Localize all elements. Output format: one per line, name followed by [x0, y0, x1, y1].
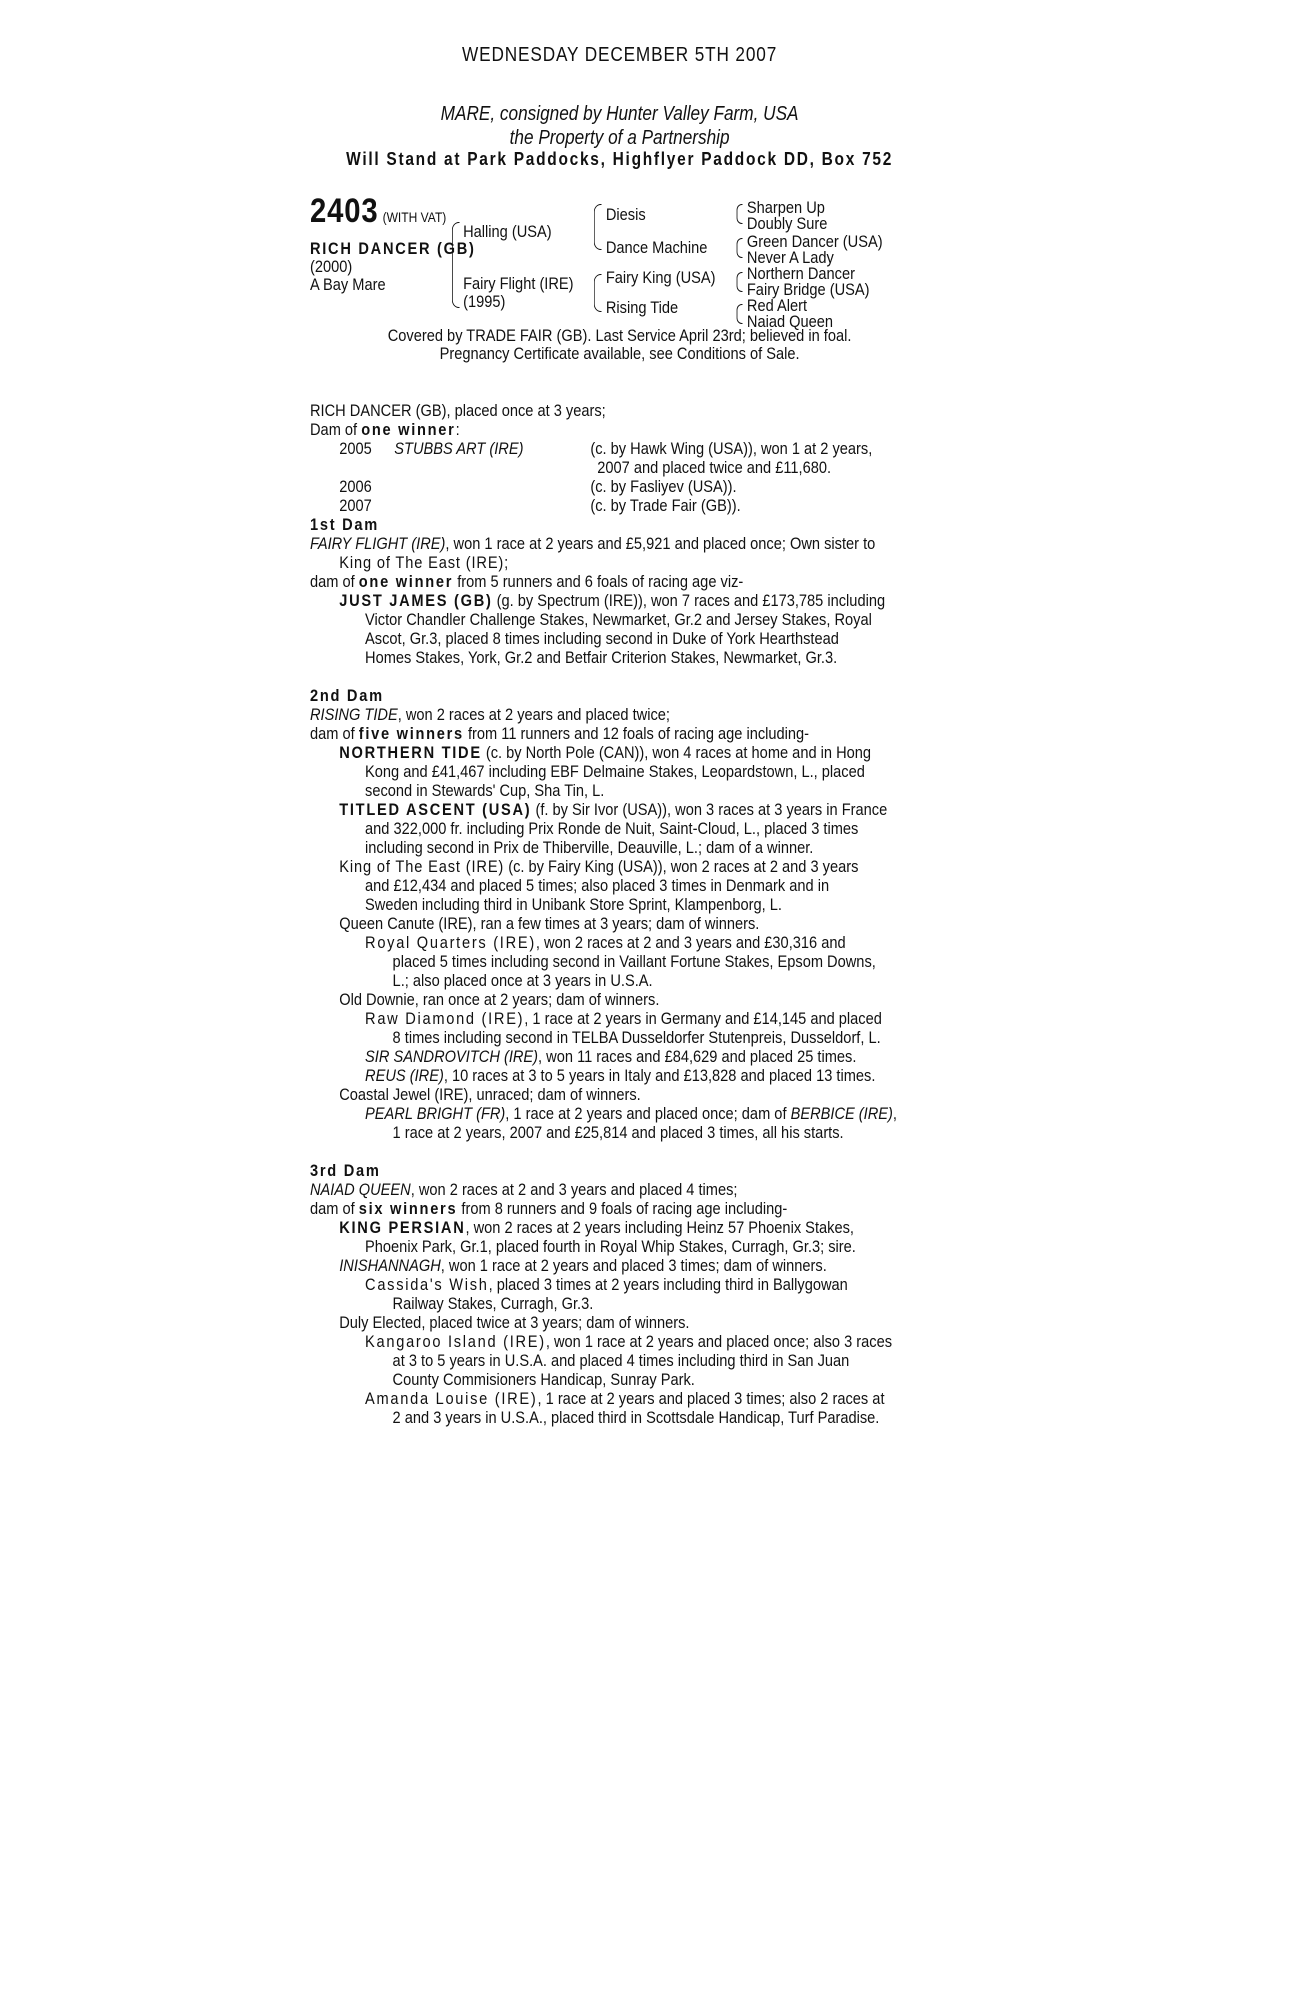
third-dam-line: [310, 1180, 938, 1199]
progeny-record: , won 1 race at 2 years and placed 3 times; dam of winners.: [440, 1256, 827, 1275]
produce-row: [310, 496, 938, 515]
pedigree-brace-sire: [594, 204, 602, 250]
grand-progeny-name: SIR SANDROVITCH (IRE): [365, 1047, 539, 1066]
second-dam-name: RISING TIDE: [310, 705, 398, 724]
winner-count: six winners: [358, 1199, 458, 1218]
property-line: the Property of a Partnership: [509, 127, 730, 149]
progeny-record: (c. by Fairy King (USA)), won 2 races at 2 and 3 years: [504, 857, 859, 876]
progeny-cont: 2 and 3 years in U.S.A., placed third in Scottsdale Handicap, Turf Paradise.: [392, 1408, 880, 1427]
progeny-record: , won 2 races at 2 years including Heinz 57 Phoenix Stakes,: [465, 1218, 854, 1237]
pedigree-dss: Northern Dancer: [746, 264, 855, 283]
grand-progeny-record: , 1 race at 2 years in Germany and £14,145 and placed: [524, 1009, 882, 1028]
summary-prefix: dam of: [310, 1199, 359, 1218]
grand-progeny-line: [310, 1104, 938, 1123]
grand-progeny-line: [310, 1389, 938, 1408]
first-dam-sister: King of The East (IRE);: [339, 553, 510, 572]
grand-progeny-name: Amanda Louise (IRE): [365, 1389, 538, 1408]
produce-row: [310, 477, 938, 496]
pregnancy-note: Pregnancy Certificate available, see Conditions of Sale.: [439, 344, 800, 363]
progeny-line: [310, 1256, 938, 1275]
first-dam-heading: 1st Dam: [310, 515, 379, 534]
progeny-cont: Railway Stakes, Curragh, Gr.3.: [392, 1294, 594, 1313]
produce-name: STUBBS ART (IRE): [394, 439, 524, 458]
horse-name: RICH DANCER (GB): [310, 239, 476, 258]
pedigree-dam-year: (1995): [463, 292, 506, 311]
progeny-name: NORTHERN TIDE: [339, 743, 482, 762]
dam-of-suffix: :: [455, 420, 460, 439]
spacer: [310, 667, 938, 686]
progeny-cont: L.; also placed once at 3 years in U.S.A.: [392, 971, 653, 990]
pedigree-dds: Red Alert: [746, 296, 808, 315]
pedigree-brace-sd: [737, 238, 743, 258]
progeny-line: Queen Canute (IRE), ran a few times at 3 years; dam of winners.: [339, 914, 760, 933]
progeny-cont: 1 race at 2 years, 2007 and £25,814 and placed 3 times, all his starts.: [392, 1123, 844, 1142]
third-dam-name: NAIAD QUEEN: [310, 1180, 411, 1199]
progeny-name: King of The East (IRE): [339, 857, 505, 876]
grand-progeny-name: Cassida's Wish: [365, 1275, 489, 1294]
pedigree-brace-gen1: [452, 222, 460, 308]
second-dam-heading: 2nd Dam: [310, 686, 384, 705]
grand-progeny-record: , won 1 race at 2 years and placed once; also 3 races: [545, 1332, 893, 1351]
produce-text: (c. by Trade Fair (GB)).: [590, 496, 741, 515]
pedigree-sire: Halling (USA): [463, 222, 552, 241]
produce-name: [394, 496, 590, 515]
progeny-cont: at 3 to 5 years in U.S.A. and placed 4 times including third in San Juan: [392, 1351, 850, 1370]
punctuation: ,: [892, 1104, 898, 1123]
pedigree-dsd: Fairy Bridge (USA): [746, 280, 870, 299]
progeny-cont: and 322,000 fr. including Prix Ronde de Nuit, Saint-Cloud, L., placed 3 times: [365, 819, 859, 838]
pedigree-sdd: Never A Lady: [746, 248, 834, 267]
grand-progeny-name: Raw Diamond (IRE): [365, 1009, 525, 1028]
progeny-record: (c. by North Pole (CAN)), won 4 races at home and in Hong: [481, 743, 872, 762]
pedigree-sds: Green Dancer (USA): [746, 232, 883, 251]
progeny-cont: Sweden including third in Unibank Store Sprint, Klampenborg, L.: [365, 895, 782, 914]
progeny-line: Duly Elected, placed twice at 3 years; dam of winners.: [339, 1313, 690, 1332]
summary-rest: from 5 runners and 6 foals of racing age viz-: [453, 572, 744, 591]
produce-text: (c. by Hawk Wing (USA)), won 1 at 2 years,: [590, 439, 873, 458]
cover-note: Covered by TRADE FAIR (GB). Last Service April 23rd; believed in foal.: [387, 326, 852, 345]
progeny-record: (f. by Sir Ivor (USA)), won 3 races at 3 years in France: [531, 800, 888, 819]
pedigree-ssd: Doubly Sure: [746, 214, 828, 233]
progeny-cont: Ascot, Gr.3, placed 8 times including second in Duke of York Hearthstead: [365, 629, 839, 648]
winner-count: one winner: [358, 572, 454, 591]
pedigree-ss: Diesis: [605, 205, 646, 224]
progeny-record: (g. by Spectrum (IRE)), won 7 races and £173,785 including: [492, 591, 886, 610]
catalogue-body: [310, 401, 938, 1427]
progeny-cont: Kong and £41,467 including EBF Delmaine Stakes, Leopardstown, L., placed: [365, 762, 865, 781]
grand-progeny-record: , placed 3 times at 2 years including third in Ballygowan: [488, 1275, 848, 1294]
progeny-cont: Homes Stakes, York, Gr.2 and Betfair Criterion Stakes, Newmarket, Gr.3.: [365, 648, 838, 667]
sale-date: WEDNESDAY DECEMBER 5TH 2007: [462, 44, 778, 66]
produce-text: (c. by Fasliyev (USA)).: [590, 477, 737, 496]
first-dam-produce-summary: [310, 572, 938, 591]
stand-location: Will Stand at Park Paddocks, Highflyer Paddock DD, Box 752: [346, 149, 894, 169]
summary-rest: from 11 runners and 12 foals of racing age including-: [463, 724, 810, 743]
produce-intro: RICH DANCER (GB), placed once at 3 years;: [310, 401, 606, 420]
grand-progeny-record: , won 2 races at 2 and 3 years and £30,316 and: [535, 933, 846, 952]
third-dam-produce-summary: [310, 1199, 938, 1218]
grand-progeny-line: [310, 1009, 938, 1028]
pedigree-ds: Fairy King (USA): [605, 268, 716, 287]
summary-rest: from 8 runners and 9 foals of racing age including-: [457, 1199, 788, 1218]
dam-of-line: [310, 420, 938, 439]
progeny-cont: second in Stewards' Cup, Sha Tin, L.: [365, 781, 605, 800]
grand-progeny-line: [310, 1047, 938, 1066]
dam-of-count: one winner: [361, 420, 456, 439]
grand-progeny-name: PEARL BRIGHT (FR): [365, 1104, 506, 1123]
produce-text-cont: 2007 and placed twice and £11,680.: [597, 458, 832, 477]
third-dam-record: , won 2 races at 2 and 3 years and placed 4 times;: [410, 1180, 738, 1199]
progeny-name: KING PERSIAN: [339, 1218, 466, 1237]
progeny-cont: Victor Chandler Challenge Stakes, Newmarket, Gr.2 and Jersey Stakes, Royal: [365, 610, 872, 629]
grand-progeny-line: [310, 1275, 938, 1294]
progeny-line: [310, 743, 938, 762]
produce-year: 2006: [339, 477, 372, 496]
second-dam-line: [310, 705, 938, 724]
produce-row: [310, 439, 938, 458]
produce-name: [394, 477, 590, 496]
pedigree-sd: Dance Machine: [605, 238, 708, 257]
progeny-line: Old Downie, ran once at 2 years; dam of winners.: [339, 990, 660, 1009]
pedigree-dam: Fairy Flight (IRE): [463, 274, 574, 293]
horse-description: A Bay Mare: [310, 275, 386, 294]
pedigree-brace-ss: [737, 204, 743, 224]
pedigree-sss: Sharpen Up: [746, 198, 825, 217]
foaling-year: (2000): [310, 257, 353, 276]
grand-progeny-line: [310, 1332, 938, 1351]
produce-year: 2005: [339, 439, 372, 458]
vat-note: (WITH VAT): [382, 209, 447, 225]
consignor-line: MARE, consigned by Hunter Valley Farm, USA: [440, 103, 799, 125]
grand-progeny-record: , 1 race at 2 years and placed 3 times; also 2 races at: [537, 1389, 885, 1408]
grand-progeny-name: Royal Quarters (IRE): [365, 933, 536, 952]
summary-prefix: dam of: [310, 572, 359, 591]
great-grand-progeny-name: BERBICE (IRE): [790, 1104, 893, 1123]
spacer: [310, 1142, 938, 1161]
produce-year: 2007: [339, 496, 372, 515]
progeny-line: [310, 591, 938, 610]
pedigree-brace-ds: [737, 272, 743, 292]
grand-progeny-line: [310, 933, 938, 952]
dam-of-prefix: Dam of: [310, 420, 362, 439]
progeny-line: [310, 800, 938, 819]
third-dam-heading: 3rd Dam: [310, 1161, 381, 1180]
pedigree-brace-dam: [594, 274, 602, 312]
second-dam-record: , won 2 races at 2 years and placed twice;: [397, 705, 670, 724]
summary-prefix: dam of: [310, 724, 359, 743]
lot-number: 2403: [310, 192, 379, 230]
progeny-cont: and £12,434 and placed 5 times; also placed 3 times in Denmark and in: [365, 876, 830, 895]
grand-progeny-line: [310, 1066, 938, 1085]
progeny-cont: County Commisioners Handicap, Sunray Park.: [392, 1370, 695, 1389]
progeny-name: TITLED ASCENT (USA): [339, 800, 532, 819]
progeny-cont: including second in Prix de Thiberville, Deauville, L.; dam of a winner.: [365, 838, 814, 857]
grand-progeny-record: , 1 race at 2 years and placed once; dam of: [505, 1104, 791, 1123]
progeny-line: Coastal Jewel (IRE), unraced; dam of winners.: [339, 1085, 641, 1104]
pedigree-ddd: Naiad Queen: [746, 312, 834, 331]
second-dam-produce-summary: [310, 724, 938, 743]
first-dam-line: [310, 534, 938, 553]
progeny-cont: placed 5 times including second in Vaillant Fortune Stakes, Epsom Downs,: [392, 952, 876, 971]
pedigree-dd: Rising Tide: [605, 298, 679, 317]
progeny-name: INISHANNAGH: [339, 1256, 441, 1275]
progeny-line: [310, 1218, 938, 1237]
lot-number-block: [310, 194, 446, 228]
progeny-cont: Phoenix Park, Gr.1, placed fourth in Royal Whip Stakes, Curragh, Gr.3; sire.: [365, 1237, 856, 1256]
grand-progeny-name: REUS (IRE): [365, 1066, 444, 1085]
winner-count: five winners: [358, 724, 464, 743]
grand-progeny-name: Kangaroo Island (IRE): [365, 1332, 546, 1351]
first-dam-name: FAIRY FLIGHT (IRE): [310, 534, 446, 553]
first-dam-record: , won 1 race at 2 years and £5,921 and placed once; Own sister to: [445, 534, 876, 553]
grand-progeny-record: , won 11 races and £84,629 and placed 25 times.: [538, 1047, 857, 1066]
progeny-line: [310, 857, 938, 876]
progeny-cont: 8 times including second in TELBA Dusseldorfer Stutenpreis, Dusseldorf, L.: [392, 1028, 881, 1047]
pedigree-brace-dd: [737, 304, 743, 324]
progeny-name: JUST JAMES (GB): [339, 591, 493, 610]
grand-progeny-record: , 10 races at 3 to 5 years in Italy and £13,828 and placed 13 times.: [443, 1066, 876, 1085]
